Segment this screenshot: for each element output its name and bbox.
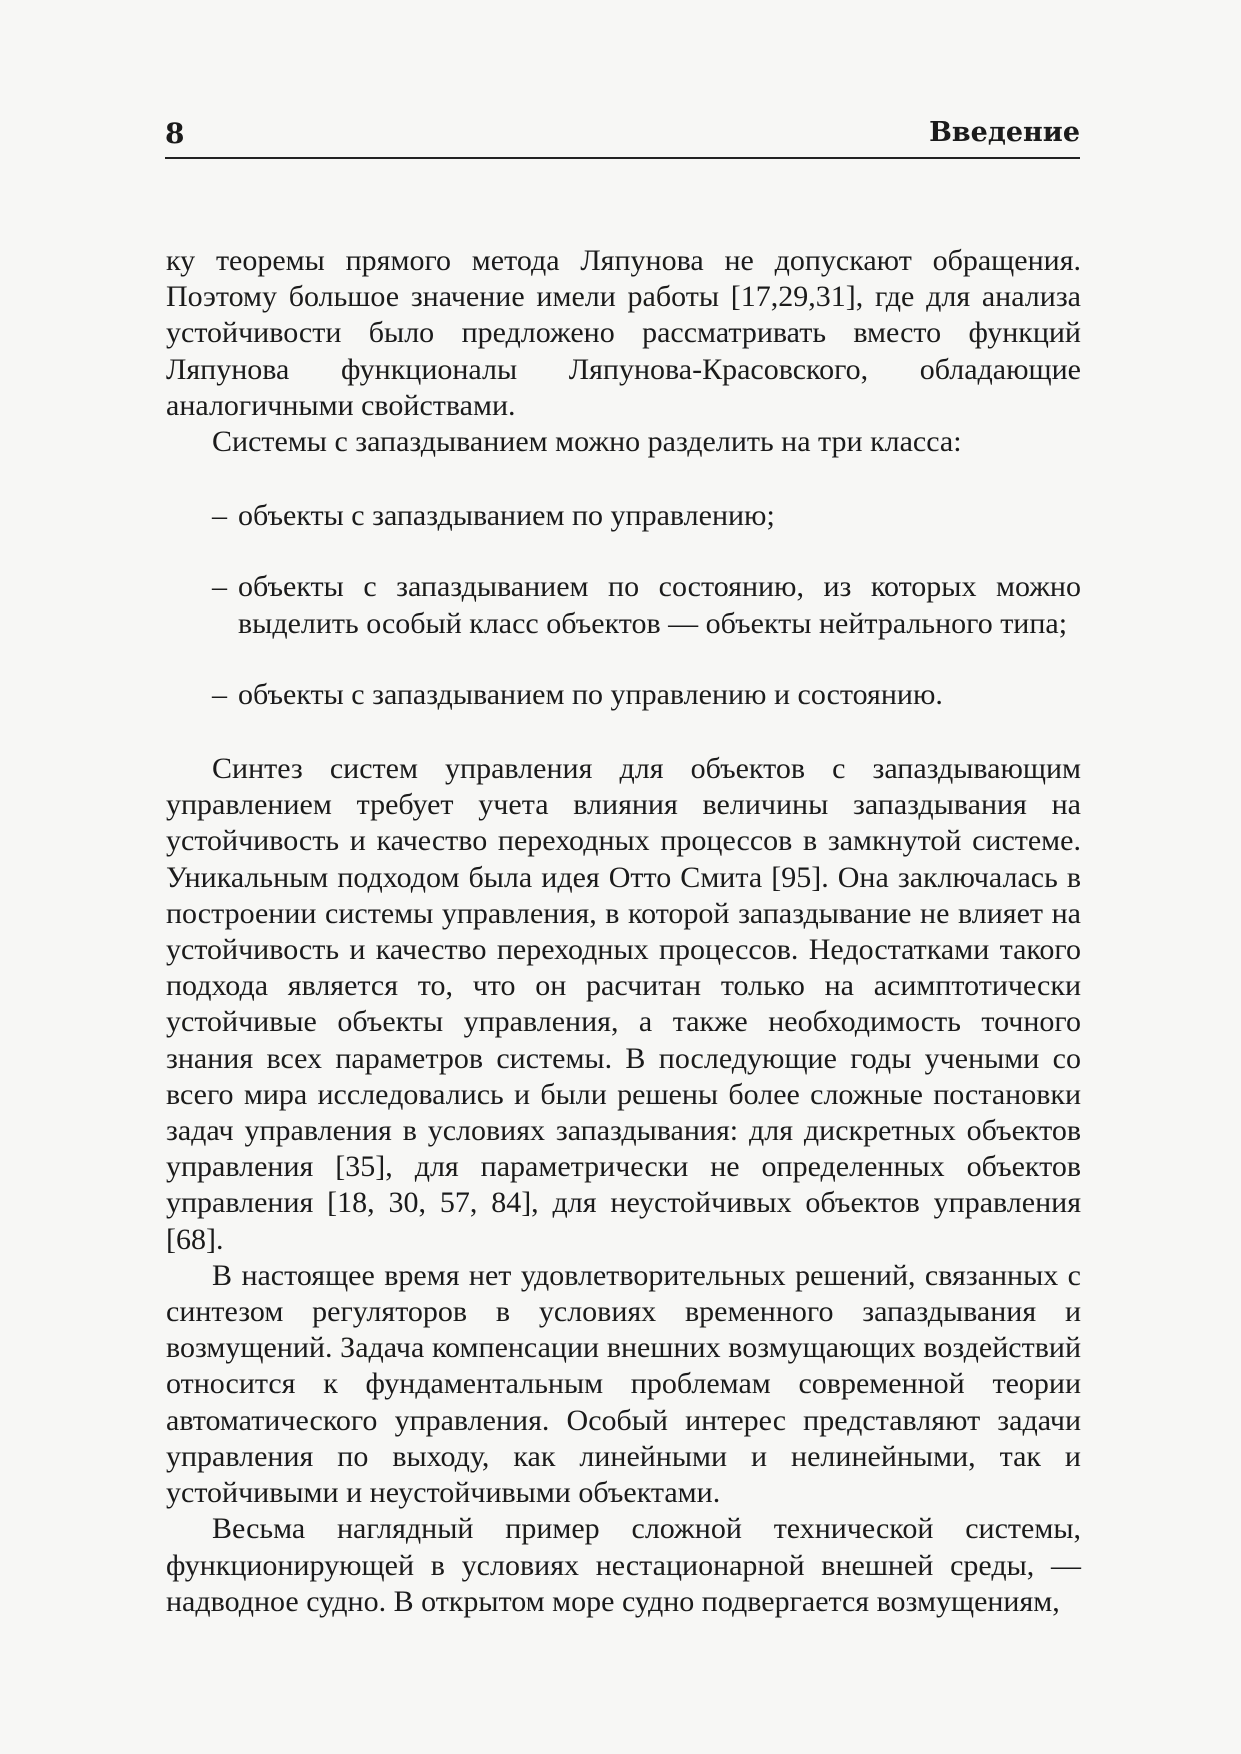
list-item: [166, 677, 1081, 713]
paragraph-2: Системы с запаздыванием можно разделить на три класса:: [212, 425, 962, 459]
list-marker: –: [212, 499, 227, 533]
list-item: [166, 498, 1081, 534]
list-item-text: объекты с запаздыванием по управлению и состоянию.: [238, 677, 943, 711]
paragraph-5: Весьма наглядный пример сложной технической системы, функционирующей в условиях нестационарной внешней среды, — надводное судно. В открытом море судно подвергается возмущениям,: [166, 1512, 1081, 1618]
paragraph-3: Синтез систем управления для объектов с запаздывающим управлением требует учета влияния величины запаздывания на устойчивость и качество переходных процессов в замкнутой системе. Уникальным подходом была идея Отто Смита [95]. Она заключалась в построении системы управления, в которой запаздывание не влияет на устойчивость и качество переходных процессов. Недостатками такого подхода является то, что он расчитан только на асимптотически устойчивые объекты управления, а также необходимость точного знания всех параметров системы. В последующие годы учеными со всего мира исследовались и были решены более сложные постановки задач управления в условиях запаздывания: для дискретных объектов управления [35], для параметрически не определенных объектов управления [18, 30, 57, 84], для неустойчивых объектов управления [68].: [166, 752, 1081, 1256]
list-marker: –: [212, 677, 227, 711]
page-number: 8: [165, 117, 185, 150]
delay-classes-list: [166, 498, 1081, 713]
list-marker: –: [212, 570, 227, 604]
running-title: Введение: [929, 117, 1080, 148]
list-item: [166, 569, 1081, 641]
list-item-text: объекты с запаздыванием по управлению;: [238, 499, 775, 533]
page-header: [165, 113, 1080, 159]
paragraph-1: ку теоремы прямого метода Ляпунова не допускают обращения. Поэтому большое значение имели работы [17,29,31], где для анализа устойчивости было предложено рассматривать вместо функций Ляпунова функционалы Ляпунова-Красовского, обладающие аналогичными свойствами.: [166, 244, 1081, 422]
body-text: [166, 243, 1081, 1620]
list-item-text: объекты с запаздыванием по состоянию, из которых можно выделить особый класс объектов — объекты нейтрального типа;: [238, 570, 1081, 640]
paragraph-4: В настоящее время нет удовлетворительных решений, связанных с синтезом регуляторов в условиях временного запаздывания и возмущений. Задача компенсации внешних возмущающих воздействий относится к фундаментальным проблемам современной теории автоматического управления. Особый интерес представляют задачи управления по выходу, как линейными и нелинейными, так и устойчивыми и неустойчивыми объектами.: [166, 1258, 1081, 1510]
